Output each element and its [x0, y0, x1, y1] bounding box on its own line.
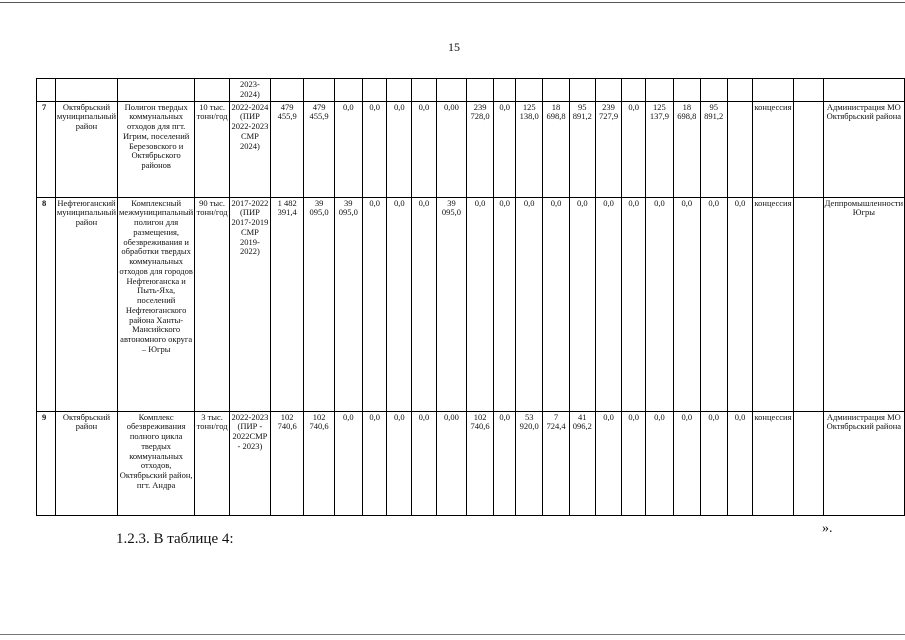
value-cell: 39 095,0: [334, 197, 362, 411]
table-row: [37, 411, 905, 515]
value-cell: концессия: [753, 411, 793, 515]
value-cell: [436, 79, 466, 102]
table-row: [37, 79, 905, 102]
value-cell: 0,00: [436, 411, 466, 515]
scan-bottom-border: [0, 634, 905, 635]
value-cell: 0,0: [595, 411, 622, 515]
value-cell: [700, 79, 727, 102]
table-row: [37, 197, 905, 411]
value-cell: 0,0: [700, 411, 727, 515]
value-cell: [543, 79, 570, 102]
value-cell: 0,0: [494, 197, 516, 411]
value-cell: 125 137,9: [645, 101, 673, 197]
value-cell: [727, 101, 753, 197]
region-cell: Октябрьский муниципальный район: [55, 101, 117, 197]
value-cell: [793, 79, 823, 102]
projects-table: [36, 78, 905, 516]
value-cell: 0,0: [622, 197, 645, 411]
value-cell: [673, 79, 700, 102]
value-cell: 0,0: [727, 197, 753, 411]
value-cell: 7 724,4: [543, 411, 570, 515]
value-cell: 0,0: [387, 197, 412, 411]
value-cell: 0,0: [494, 101, 516, 197]
capacity-cell: 3 тыс. тонн/год: [195, 411, 230, 515]
region-cell: Октябрьский район: [55, 411, 117, 515]
region-cell: [55, 79, 117, 102]
value-cell: [270, 79, 303, 102]
value-cell: 39 095,0: [436, 197, 466, 411]
period-cell: 2017-2022 (ПИР 2017-2019 СМР 2019-2022): [229, 197, 270, 411]
value-cell: 0,0: [412, 411, 437, 515]
value-cell: 95 891,2: [700, 101, 727, 197]
value-cell: 125 138,0: [516, 101, 543, 197]
value-cell: 0,0: [334, 101, 362, 197]
value-cell: 0,0: [494, 411, 516, 515]
value-cell: 41 096,2: [569, 411, 595, 515]
value-cell: Администрация МО Октябрьский района: [823, 411, 904, 515]
value-cell: [823, 79, 904, 102]
value-cell: [412, 79, 437, 102]
value-cell: Администрация МО Октябрьский района: [823, 101, 904, 197]
value-cell: 0,0: [645, 197, 673, 411]
value-cell: 53 920,0: [516, 411, 543, 515]
value-cell: 0,0: [622, 101, 645, 197]
row-number: [37, 79, 56, 102]
value-cell: 18 698,8: [543, 101, 570, 197]
value-cell: 0,0: [673, 197, 700, 411]
value-cell: [304, 79, 334, 102]
value-cell: 0,0: [412, 101, 437, 197]
value-cell: [793, 197, 823, 411]
object-cell: Комплексный межмуниципальный полигон для размещения, обезвреживания и обработки твердых коммунальных отходов для городов Нефтеюганска и Пыть-Яха, поселений Нефтеюганского района Ханты-Мансийского автономного округа – Югры: [118, 197, 195, 411]
closing-quote: ».: [822, 521, 833, 536]
region-cell: Нефтеюганский муниципальный район: [55, 197, 117, 411]
value-cell: [387, 79, 412, 102]
value-cell: 0,0: [362, 411, 387, 515]
period-cell: 2022-2023 (ПИР - 2022СМР - 2023): [229, 411, 270, 515]
value-cell: [645, 79, 673, 102]
capacity-cell: 90 тыс. тонн/год: [195, 197, 230, 411]
value-cell: 0,0: [334, 411, 362, 515]
value-cell: 0,0: [673, 411, 700, 515]
value-cell: 0,0: [362, 101, 387, 197]
row-number: 8: [37, 197, 56, 411]
value-cell: 102 740,6: [270, 411, 303, 515]
value-cell: 239 727,9: [595, 101, 622, 197]
value-cell: 0,0: [362, 197, 387, 411]
value-cell: концессия: [753, 101, 793, 197]
table-row: [37, 101, 905, 197]
value-cell: [727, 79, 753, 102]
value-cell: 0,0: [645, 411, 673, 515]
value-cell: [362, 79, 387, 102]
period-cell: 2023-2024): [229, 79, 270, 102]
value-cell: 239 728,0: [467, 101, 494, 197]
value-cell: 0,0: [700, 197, 727, 411]
value-cell: [516, 79, 543, 102]
value-cell: 95 891,2: [569, 101, 595, 197]
object-cell: Полигон твердых коммунальных отходов для пгт. Игрим, поселений Березовского и Октябрьского районов: [118, 101, 195, 197]
page-number: 15: [448, 40, 460, 54]
value-cell: концессия: [753, 197, 793, 411]
value-cell: [793, 101, 823, 197]
value-cell: 0,0: [467, 197, 494, 411]
value-cell: 479 455,9: [304, 101, 334, 197]
value-cell: 0,0: [727, 411, 753, 515]
value-cell: [793, 411, 823, 515]
value-cell: Деппромышленности Югры: [823, 197, 904, 411]
value-cell: [753, 79, 793, 102]
value-cell: 1 482 391,4: [270, 197, 303, 411]
object-cell: Комплекс обезвреживания полного цикла твердых коммунальных отходов, Октябрьский район, пгт. Андра: [118, 411, 195, 515]
value-cell: 0,0: [516, 197, 543, 411]
value-cell: [467, 79, 494, 102]
value-cell: 0,00: [436, 101, 466, 197]
scan-top-border: [0, 2, 905, 3]
value-cell: 102 740,6: [304, 411, 334, 515]
capacity-cell: [195, 79, 230, 102]
value-cell: 102 740,6: [467, 411, 494, 515]
value-cell: [494, 79, 516, 102]
value-cell: 18 698,8: [673, 101, 700, 197]
object-cell: [118, 79, 195, 102]
value-cell: 0,0: [412, 197, 437, 411]
value-cell: 0,0: [595, 197, 622, 411]
period-cell: 2022-2024 (ПИР 2022-2023 СМР 2024): [229, 101, 270, 197]
row-number: 7: [37, 101, 56, 197]
value-cell: [622, 79, 645, 102]
value-cell: 0,0: [387, 411, 412, 515]
value-cell: [334, 79, 362, 102]
value-cell: 0,0: [543, 197, 570, 411]
value-cell: [569, 79, 595, 102]
value-cell: 0,0: [622, 411, 645, 515]
value-cell: 479 455,9: [270, 101, 303, 197]
value-cell: [595, 79, 622, 102]
value-cell: 0,0: [569, 197, 595, 411]
section-heading: 1.2.3. В таблице 4:: [116, 531, 234, 547]
value-cell: 0,0: [387, 101, 412, 197]
value-cell: 39 095,0: [304, 197, 334, 411]
capacity-cell: 10 тыс. тонн/год: [195, 101, 230, 197]
row-number: 9: [37, 411, 56, 515]
